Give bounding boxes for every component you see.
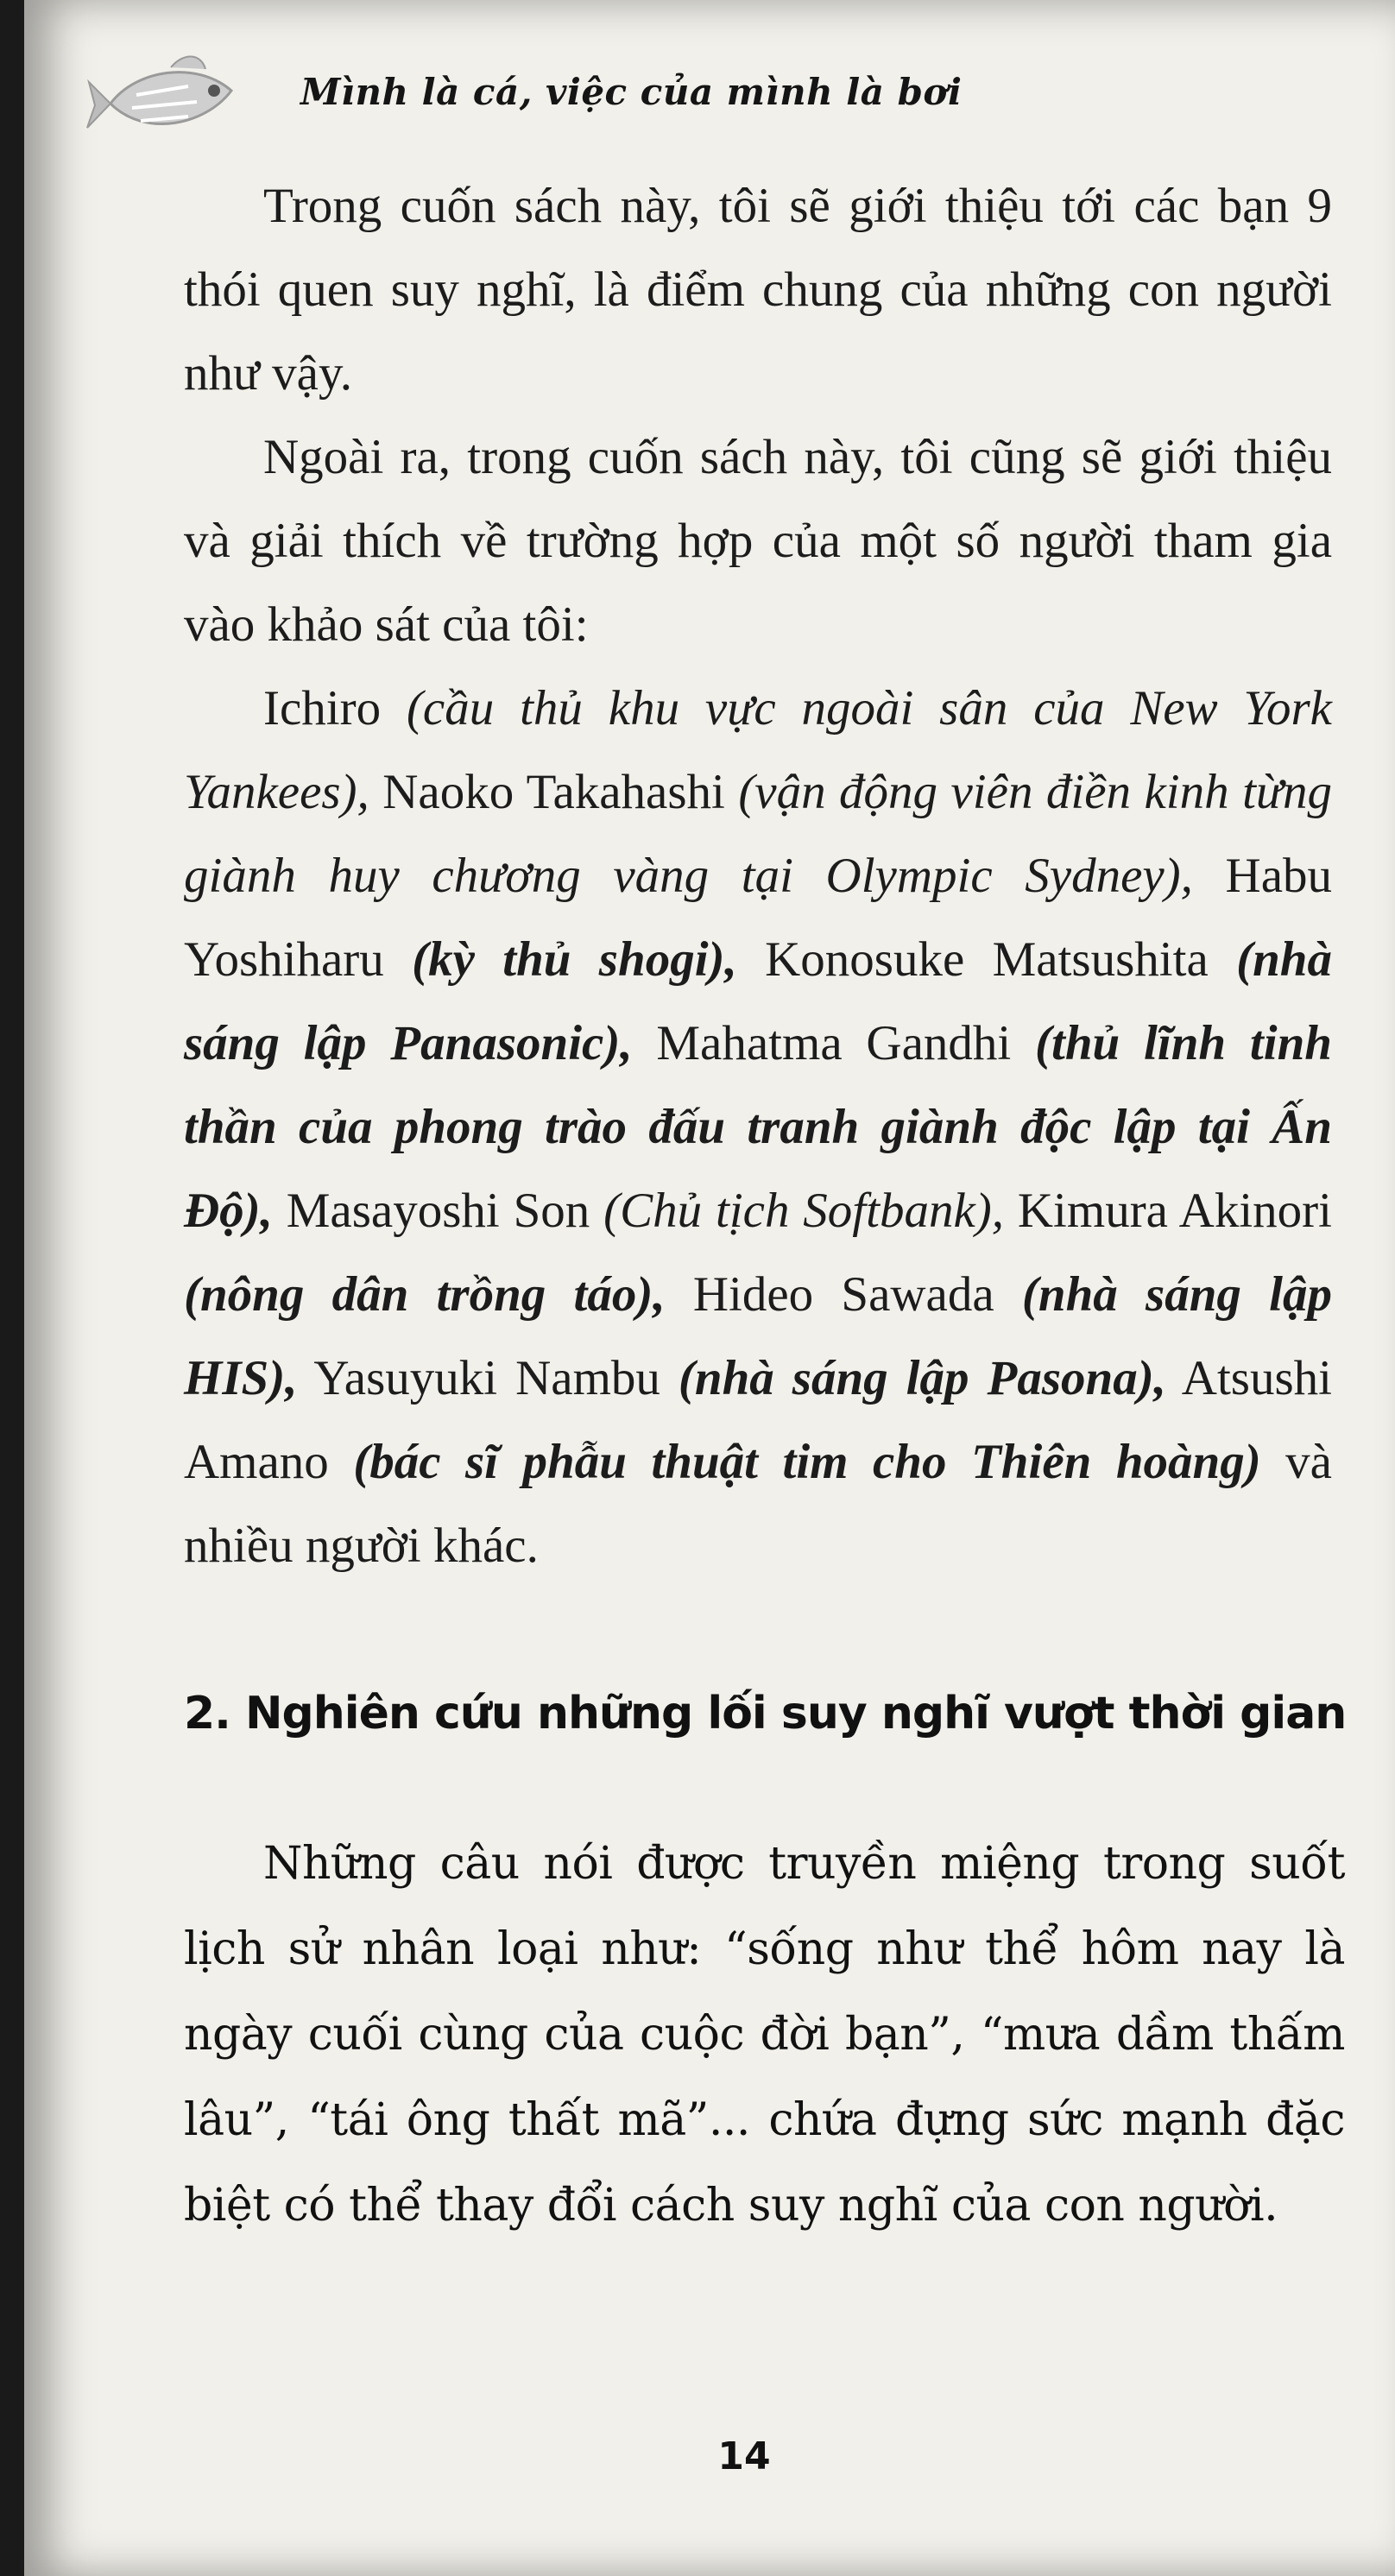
- text-run: Naoko Takahashi: [369, 765, 739, 819]
- section-heading: 2. Nghiên cứu những lối suy nghĩ vượt thời gian: [184, 1688, 1347, 1739]
- running-header-title: Mình là cá, việc của mình là bơi: [300, 71, 963, 113]
- text-run: Mahatma Gandhi: [632, 1016, 1036, 1070]
- text-run: Hideo Sawada: [665, 1267, 1022, 1322]
- text-run-italic: (thủ lĩnh tinh thần của phong trào đấu tranh giành độc lập tại Ấn Độ),: [184, 1016, 1332, 1238]
- text-run: Masayoshi Son: [272, 1184, 604, 1238]
- text-run: Atsushi Amano: [184, 1351, 1332, 1489]
- section-body: [184, 1822, 1345, 2249]
- book-page: [24, 0, 1395, 2576]
- text-run-italic: (nhà sáng lập Panasonic),: [184, 932, 1332, 1070]
- text-run-italic: (kỳ thủ shogi),: [412, 932, 737, 987]
- text-run-italic: (nhà sáng lập Pasona),: [678, 1351, 1166, 1405]
- text-run: Habu Yoshiharu: [184, 849, 1332, 987]
- text-run-italic: (bác sĩ phẫu thuật tim cho Thiên hoàng): [353, 1435, 1261, 1489]
- paragraph-4: Những câu nói được truyền miệng trong suốt lịch sử nhân loại như: “sống như thể hôm nay là ngày cuối cùng của cuộc đời bạn”, “mưa dầm thấm lâu”, “tái ông thất mã”... chứa đựng sức mạnh đặc biệt có thể thay đổi cách suy nghĩ của con người.: [184, 1838, 1345, 2232]
- text-run: Konosuke Matsushita: [736, 932, 1237, 987]
- fish-icon: [85, 52, 257, 147]
- page-number: 14: [717, 2434, 771, 2478]
- text-run: Kimura Akinori: [1004, 1184, 1332, 1238]
- page-header: [85, 52, 1293, 147]
- body-text: [184, 164, 1332, 1588]
- paragraph-3: [184, 666, 1332, 1588]
- paragraph-1: Trong cuốn sách này, tôi sẽ giới thiệu tới các bạn 9 thói quen suy nghĩ, là điểm chung của những con người như vậy.: [184, 179, 1332, 401]
- paragraph-2: Ngoài ra, trong cuốn sách này, tôi cũng sẽ giới thiệu và giải thích về trường hợp của một số người tham gia vào khảo sát của tôi:: [184, 430, 1332, 652]
- text-run-italic: (cầu thủ khu vực ngoài sân của New York Yankees),: [184, 681, 1332, 819]
- text-run-italic: (nhà sáng lập HIS),: [184, 1267, 1332, 1405]
- text-run: và nhiều người khác.: [184, 1435, 1332, 1573]
- text-run-italic: (vận động viên điền kinh từng giành huy chương vàng tại Olympic Sydney),: [184, 765, 1332, 903]
- text-run: Ichiro: [263, 681, 407, 736]
- text-run-italic: (Chủ tịch Softbank),: [603, 1184, 1005, 1238]
- text-run-italic: (nông dân trồng táo),: [184, 1267, 666, 1322]
- text-run: Yasuyuki Nambu: [297, 1351, 679, 1405]
